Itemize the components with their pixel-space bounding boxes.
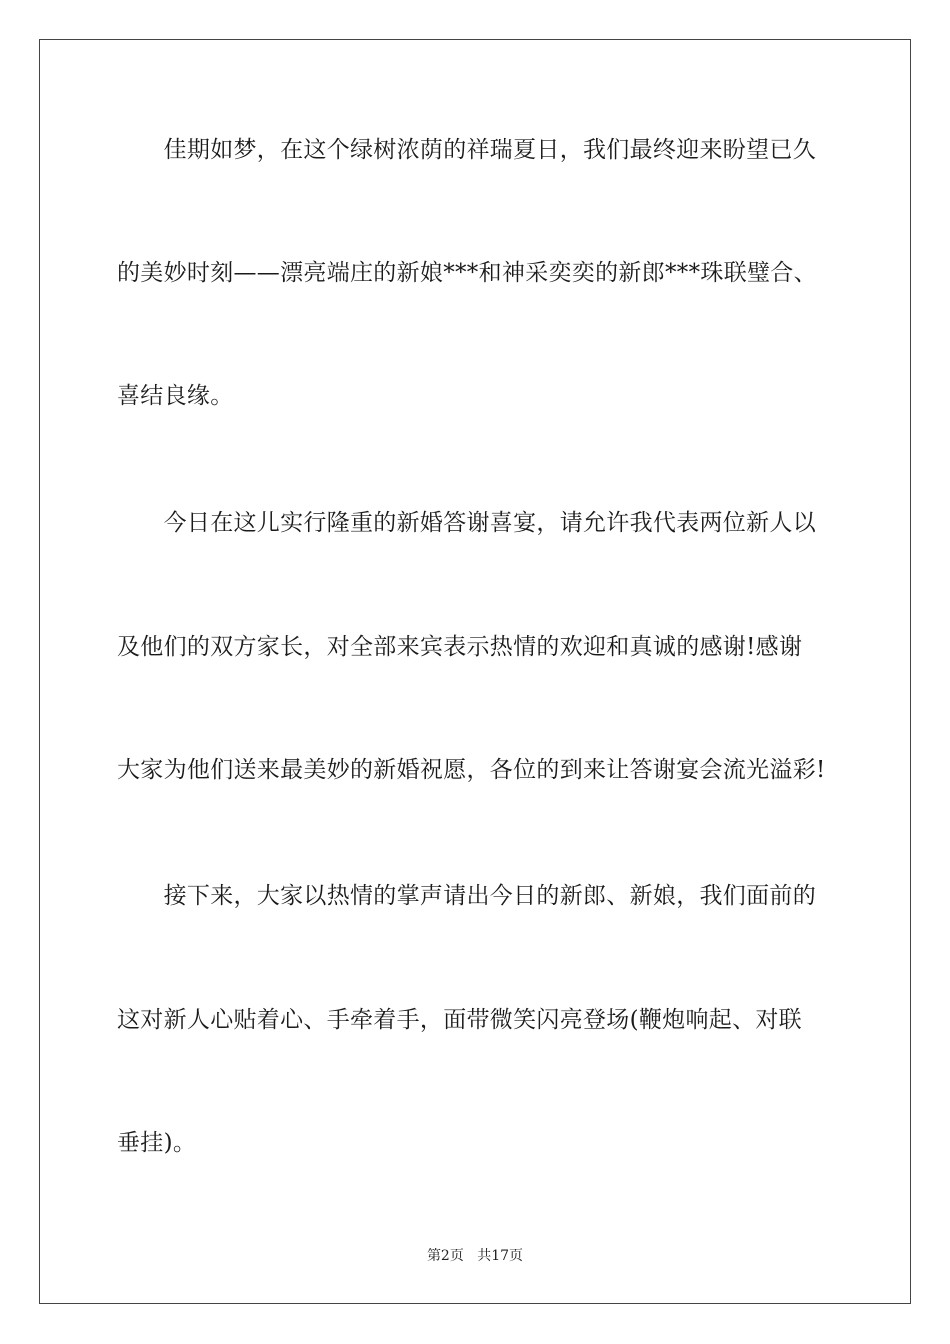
- paragraph-1-line-2: 的美妙时刻——漂亮端庄的新娘***和神采奕奕的新郎***珠联璧合、: [117, 260, 817, 286]
- paragraph-1-line-1: 佳期如梦，在这个绿树浓荫的祥瑞夏日，我们最终迎来盼望已久: [117, 137, 816, 163]
- page-footer: [0, 1247, 950, 1265]
- paragraph-2-line-2: 及他们的双方家长，对全部来宾表示热情的欢迎和真诚的感谢!感谢: [117, 634, 803, 660]
- page-border: [39, 39, 911, 1304]
- paragraph-1-line-3: 喜结良缘。: [117, 383, 234, 409]
- paragraph-2-line-3: 大家为他们送来最美妙的新婚祝愿，各位的到来让答谢宴会流光溢彩!: [117, 757, 826, 783]
- paragraph-3-line-3: 垂挂)。: [117, 1130, 197, 1156]
- paragraph-2-line-1: 今日在这儿实行隆重的新婚答谢喜宴，请允许我代表两位新人以: [117, 510, 816, 536]
- page-total: 共17页: [477, 1248, 524, 1264]
- paragraph-3-line-2: 这对新人心贴着心、手牵着手，面带微笑闪亮登场(鞭炮响起、对联: [117, 1007, 802, 1033]
- paragraph-3-line-1: 接下来，大家以热情的掌声请出今日的新郎、新娘，我们面前的: [117, 883, 816, 909]
- page-number: 第2页: [426, 1248, 464, 1264]
